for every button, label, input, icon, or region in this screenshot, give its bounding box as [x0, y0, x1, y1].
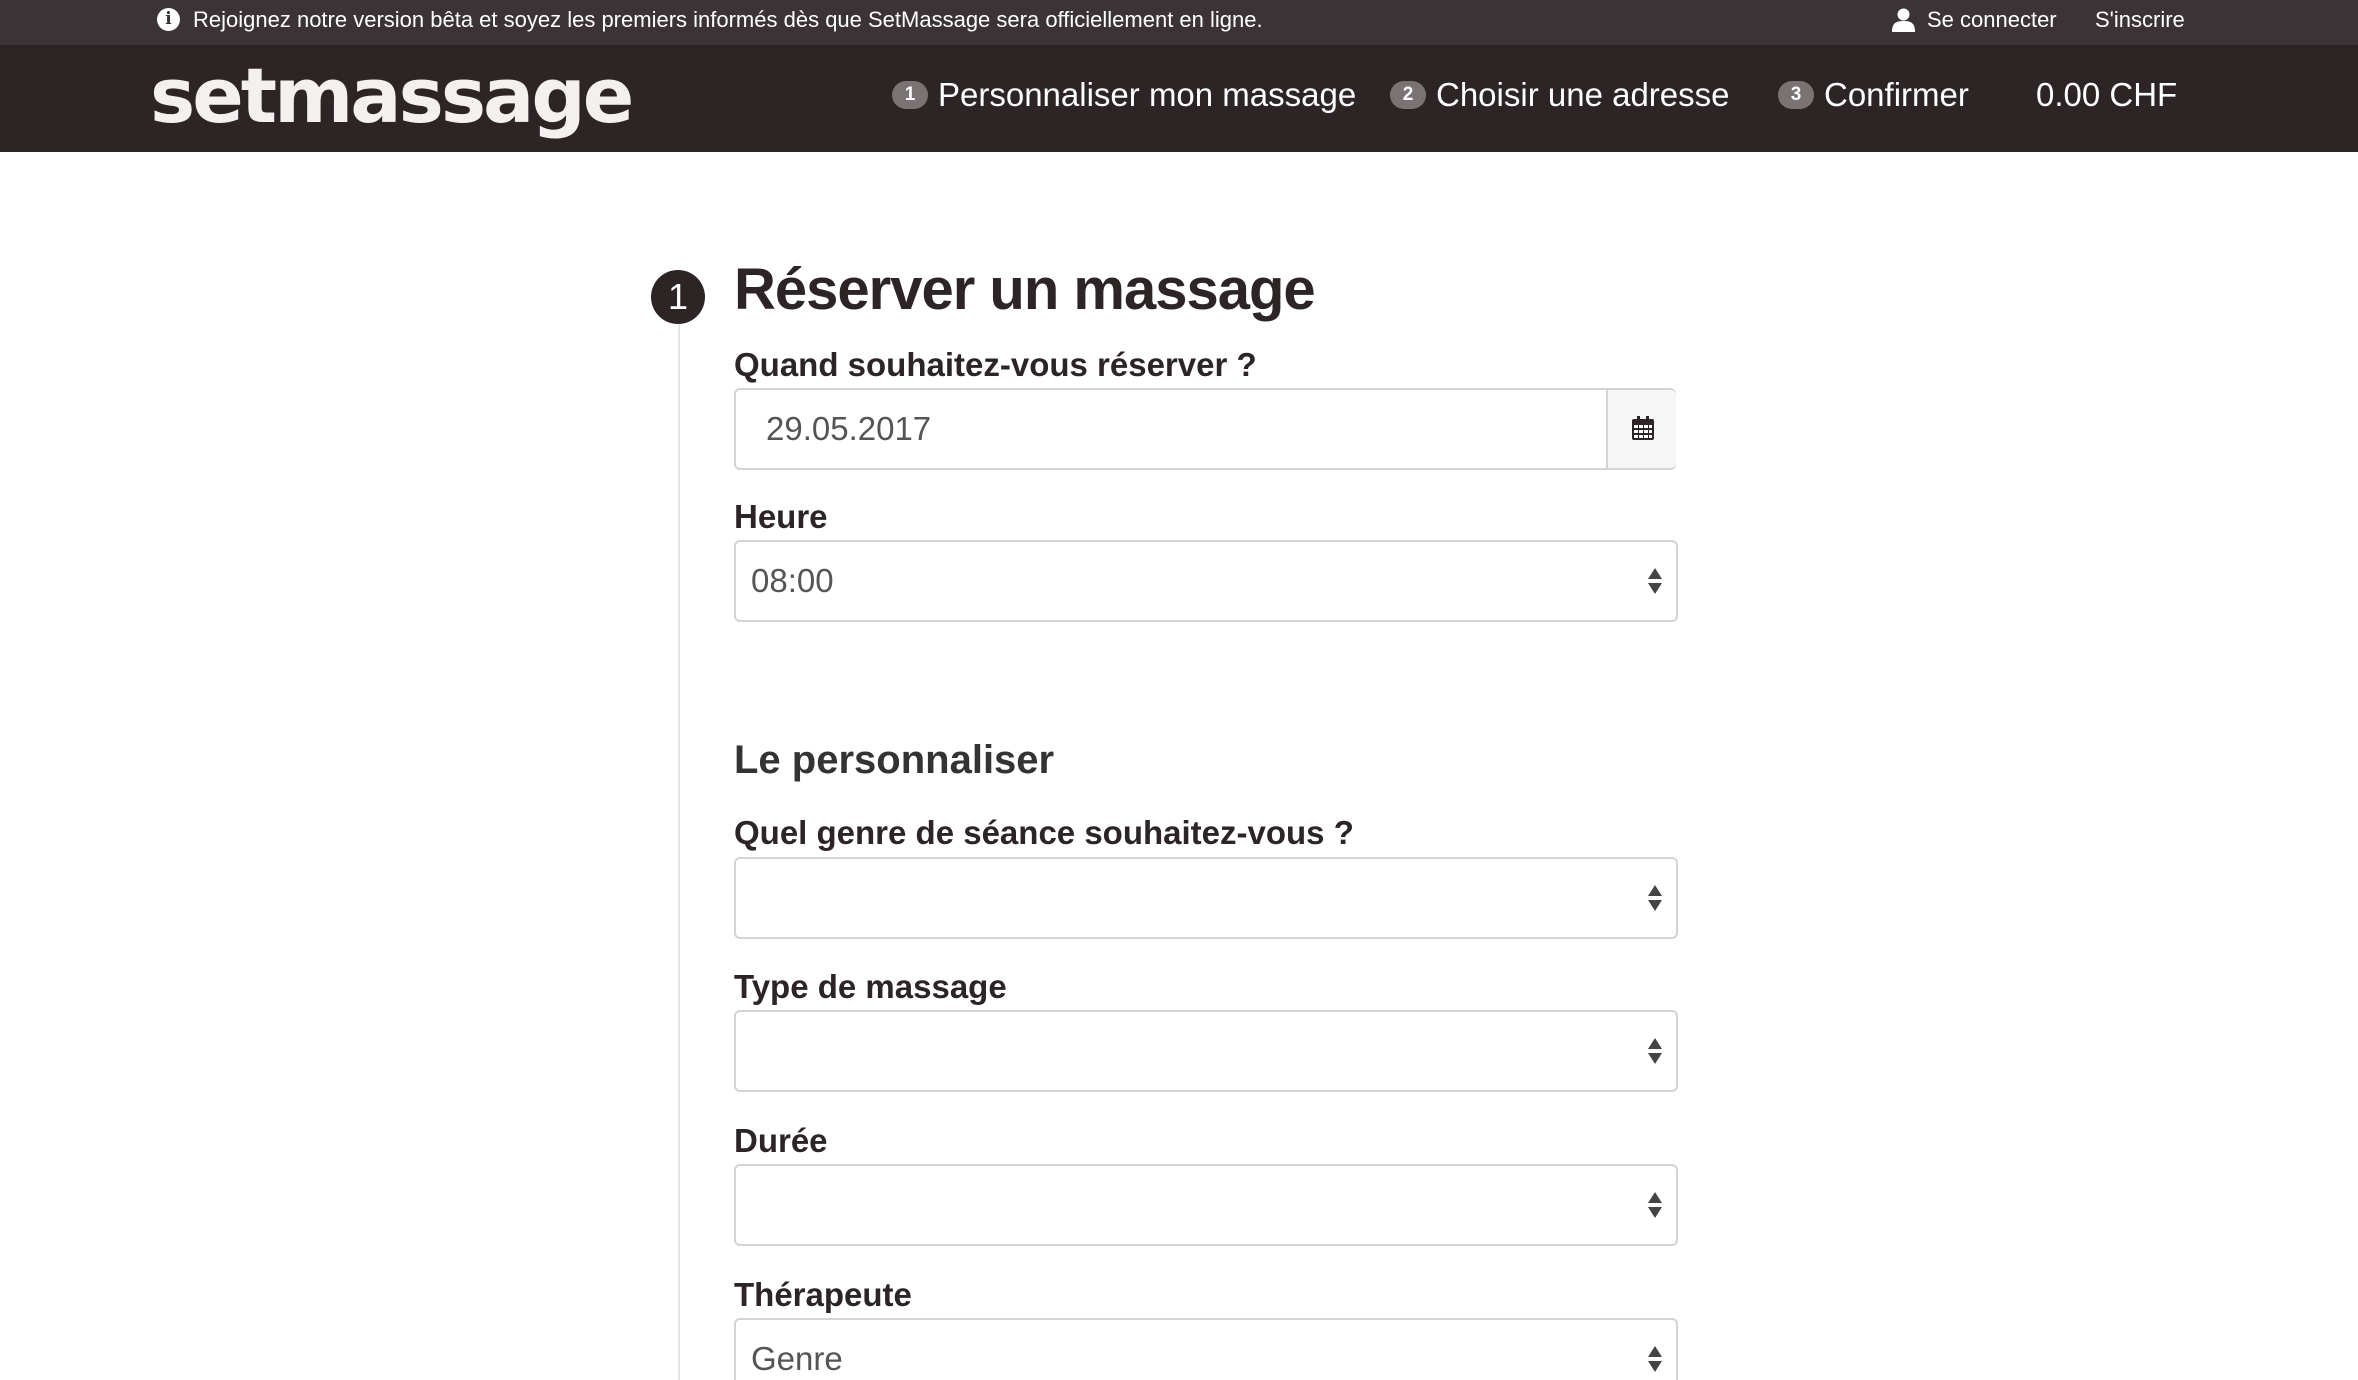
step-number-circle: 1: [651, 270, 705, 324]
massage-type-select[interactable]: [734, 1010, 1678, 1092]
massage-type-label: Type de massage: [734, 968, 1007, 1005]
therapist-label: Thérapeute: [734, 1276, 912, 1313]
nav-step-address[interactable]: [1390, 75, 1730, 115]
time-label: Heure: [734, 498, 828, 535]
therapist-select-value: Genre: [751, 1340, 843, 1377]
date-picker: [734, 388, 1676, 470]
calendar-button[interactable]: [1606, 390, 1676, 468]
calendar-icon: [1632, 416, 1654, 440]
session-label: Quel genre de séance souhaitez-vous ?: [734, 814, 1354, 851]
therapist-select[interactable]: [734, 1318, 1678, 1380]
date-label: Quand souhaitez-vous réserver ?: [734, 346, 1257, 383]
nav-step-label: Choisir une adresse: [1436, 76, 1730, 113]
select-arrows-icon: [1646, 566, 1664, 598]
cart-total: 0.00 CHF: [2036, 76, 2178, 113]
beta-message: Rejoignez notre version bêta et soyez les premiers informés dès que SetMassage sera officiellement en ligne.: [193, 7, 1263, 32]
beta-banner: [0, 0, 2358, 45]
section-title: Le personnaliser: [734, 738, 1055, 782]
step-badge: 3: [1778, 81, 1814, 109]
duration-select[interactable]: [734, 1164, 1678, 1246]
info-icon: i: [157, 8, 180, 31]
page-title: Réserver un massage: [734, 257, 1315, 322]
step-badge: 2: [1390, 81, 1426, 109]
date-input[interactable]: [736, 390, 1606, 468]
nav-step-confirm[interactable]: [1778, 75, 1969, 115]
nav-step-label: Confirmer: [1824, 76, 1969, 113]
session-select[interactable]: [734, 857, 1678, 939]
duration-label: Durée: [734, 1122, 828, 1159]
step-badge: 1: [892, 81, 928, 109]
select-arrows-icon: [1646, 883, 1664, 915]
time-select[interactable]: [734, 540, 1678, 622]
timeline-line: [678, 320, 680, 1380]
time-select-value: 08:00: [751, 562, 834, 599]
nav-step-label: Personnaliser mon massage: [938, 76, 1357, 113]
select-arrows-icon: [1646, 1190, 1664, 1222]
main-navbar: [0, 45, 2358, 152]
signup-link[interactable]: S'inscrire: [2095, 7, 2185, 32]
user-icon[interactable]: [1891, 7, 1916, 33]
login-link[interactable]: Se connecter: [1927, 7, 2057, 32]
select-arrows-icon: [1646, 1344, 1664, 1376]
logo[interactable]: setmassage: [150, 51, 632, 140]
select-arrows-icon: [1646, 1036, 1664, 1068]
nav-step-personalize[interactable]: [892, 75, 1356, 115]
